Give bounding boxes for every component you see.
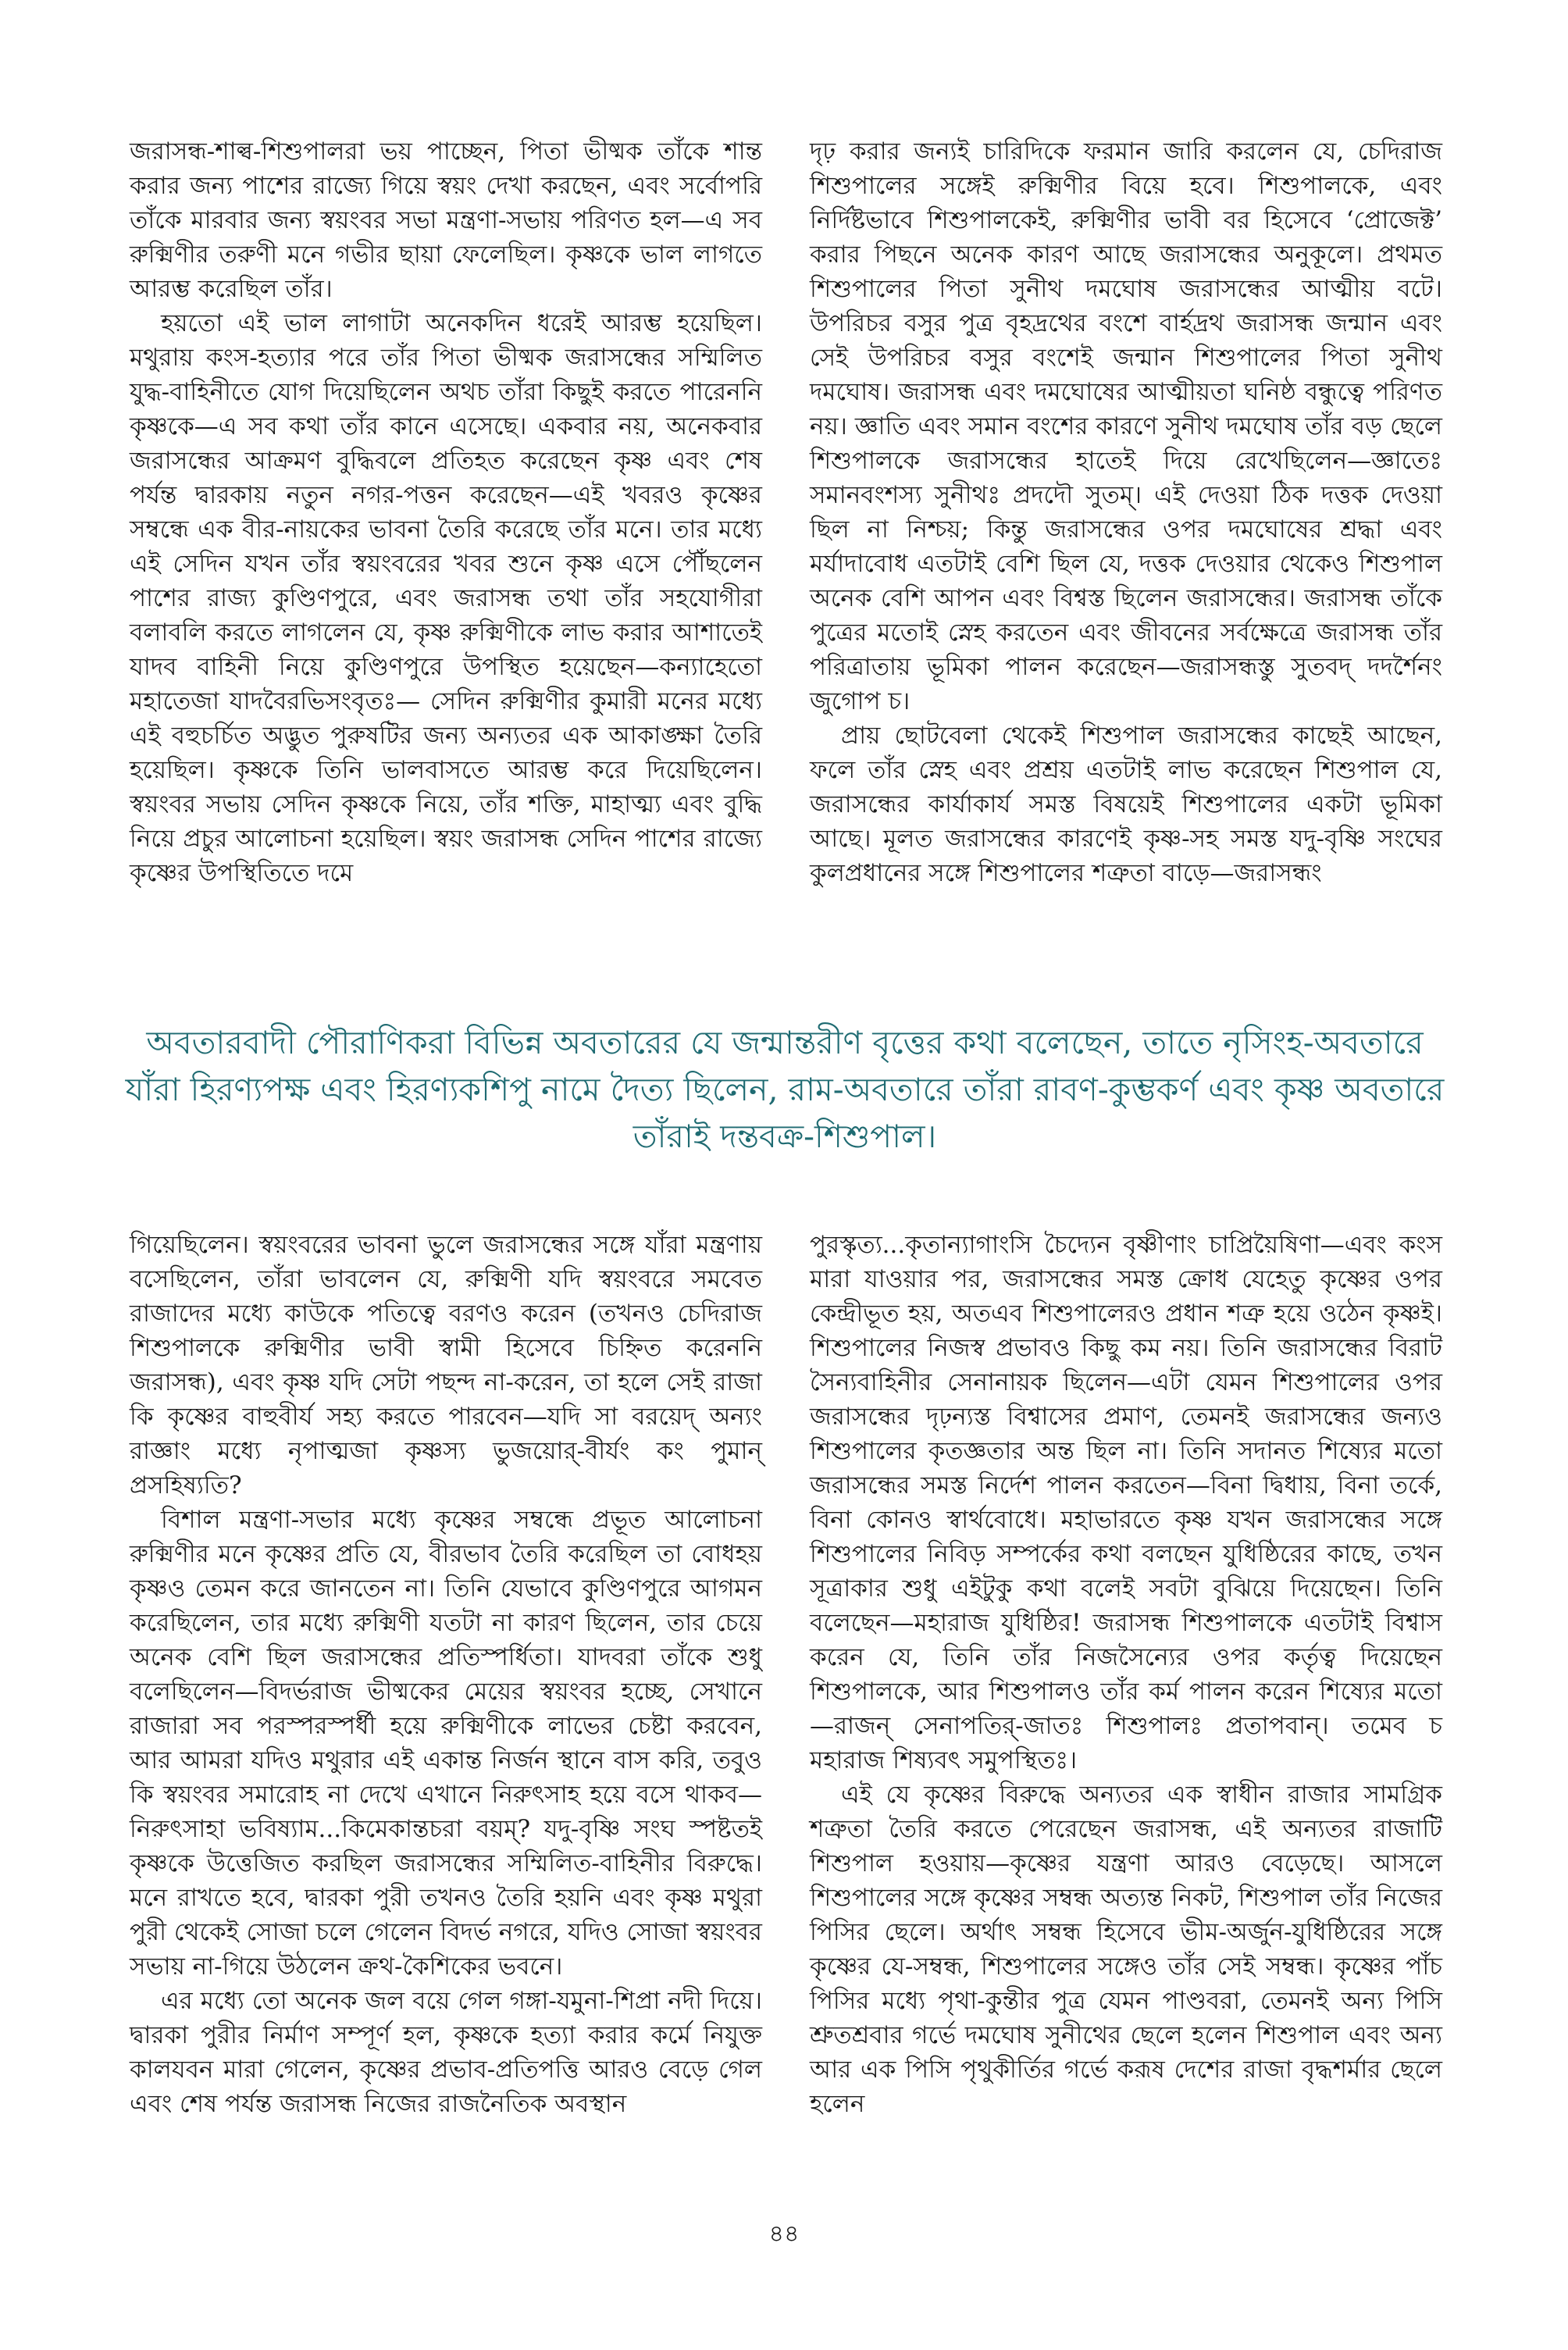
bottom-right-column bbox=[810, 1228, 1442, 2121]
top-right-column bbox=[810, 134, 1442, 890]
paragraph: পুরস্কৃত্য...কৃতান্যাগাংসি চৈদ্যেন বৃষ্ণীণাং চাপ্রিয়ৈষিণা—এবং কংস মারা যাওয়ার পর, জরাসন্ধের সমস্ত ক্রোধ যেহেতু কৃষ্ণের ওপর কেন্দ্রীভূত হয়, অতএব শিশুপালেরও প্রধান শত্রু হয়ে ওঠেন কৃষ্ণই। শিশুপালের নিজস্ব প্রভাবও কিছু কম নয়। তিনি জরাসন্ধের বিরাট সৈন্যবাহিনীর সেনানায়ক ছিলেন—এটা যেমন শিশুপালের ওপর জরাসন্ধের দৃঢ়ন্যস্ত বিশ্বাসের প্রমাণ, তেমনই জরাসন্ধের জন্যও শিশুপালের কৃতজ্ঞতার অন্ত ছিল না। তিনি সদানত শিষ্যের মতো জরাসন্ধের সমস্ত নির্দেশ পালন করতেন—বিনা দ্বিধায়, বিনা তর্কে, বিনা কোনও স্বার্থবোধে। মহাভারতে কৃষ্ণ যখন জরাসন্ধের সঙ্গে শিশুপালের নিবিড় সম্পর্কের কথা বলছেন যুধিষ্ঠিরের কাছে, তখন সূত্রাকার শুধু এইটুকু কথা বলেই সবটা বুঝিয়ে দিয়েছেন। তিনি বলেছেন—মহারাজ যুধিষ্ঠির! জরাসন্ধ শিশুপালকে এতটাই বিশ্বাস করেন যে, তিনি তাঁর নিজসৈন্যের ওপর কর্তৃত্ব দিয়েছেন শিশুপালকে, আর শিশুপালও তাঁর কর্ম পালন করেন শিষ্যের মতো—রাজন্ সেনাপতির্-জাতঃ শিশুপালঃ প্রতাপবান্। তমেব চ মহারাজ শিষ্যবৎ সমুপস্থিতঃ। bbox=[810, 1231, 1442, 1774]
paragraph: এই যে কৃষ্ণের বিরুদ্ধে অন্যতর এক স্বাধীন রাজার সামগ্রিক শত্রুতা তৈরি করতে পেরেছেন জরাসন্ধ, এই অন্যতর রাজাটি শিশুপাল হওয়ায়—কৃষ্ণের যন্ত্রণা আরও বেড়েছে। আসলে শিশুপালের সঙ্গে কৃষ্ণের সম্বন্ধ অত্যন্ত নিকট, শিশুপাল তাঁর নিজের পিসির ছেলে। অর্থাৎ সম্বন্ধ হিসেবে ভীম-অর্জুন-যুধিষ্ঠিরের সঙ্গে কৃষ্ণের যে-সম্বন্ধ, শিশুপালের সঙ্গেও তাঁর সেই সম্বন্ধ। কৃষ্ণের পাঁচ পিসির মধ্যে পৃথা-কুন্তীর পুত্র যেমন পাণ্ডবরা, তেমনই অন্য পিসি শ্রুতশ্রবার গর্ভে দমঘোষ সুনীথের ছেলে হলেন শিশুপাল এবং অন্য আর এক পিসি পৃথুকীর্তির গর্ভে করূষ দেশের রাজা বৃদ্ধশর্মার ছেলে হলেন bbox=[810, 1781, 1442, 2118]
bottom-left-column bbox=[130, 1228, 762, 2121]
paragraph: এর মধ্যে তো অনেক জল বয়ে গেল গঙ্গা-যমুনা-শিপ্রা নদী দিয়ে। দ্বারকা পুরীর নির্মাণ সম্পূর্ণ হল, কৃষ্ণকে হত্যা করার কর্মে নিযুক্ত কালযবন মারা গেলেন, কৃষ্ণের প্রভাব-প্রতিপত্তি আরও বেড়ে গেল এবং শেষ পর্যন্ত জরাসন্ধ নিজের রাজনৈতিক অবস্থান bbox=[130, 1987, 762, 2118]
paragraph: দৃঢ় করার জন্যই চারিদিকে ফরমান জারি করলেন যে, চেদিরাজ শিশুপালের সঙ্গেই রুক্মিণীর বিয়ে হবে। শিশুপালকে, এবং নির্দিষ্টভাবে শিশুপালকেই, রুক্মিণীর ভাবী বর হিসেবে ‘প্রোজেক্ট’ করার পিছনে অনেক কারণ আছে জরাসন্ধের অনুকূলে। প্রথমত শিশুপালের পিতা সুনীথ দমঘোষ জরাসন্ধের আত্মীয় বটে। উপরিচর বসুর পুত্র বৃহদ্রথের বংশে বার্হদ্রথ জরাসন্ধ জন্মান এবং সেই উপরিচর বসুর বংশেই জন্মান শিশুপালের পিতা সুনীথ দমঘোষ। জরাসন্ধ এবং দমঘোষের আত্মীয়তা ঘনিষ্ঠ বন্ধুত্বে পরিণত নয়। জ্ঞাতি এবং সমান বংশের কারণে সুনীথ দমঘোষ তাঁর বড় ছেলে শিশুপালকে জরাসন্ধের হাতেই দিয়ে রেখেছিলেন—জ্ঞাতেঃ সমানবংশস্য সুনীথঃ প্রদদৌ সুতম্। এই দেওয়া ঠিক দত্তক দেওয়া ছিল না নিশ্চয়; কিন্তু জরাসন্ধের ওপর দমঘোষের শ্রদ্ধা এবং মর্যাদাবোধ এতটাই বেশি ছিল যে, দত্তক দেওয়ার থেকেও শিশুপাল অনেক বেশি আপন এবং বিশ্বস্ত ছিলেন জরাসন্ধের। জরাসন্ধ তাঁকে পুত্রের মতোই স্নেহ করতেন এবং জীবনের সর্বক্ষেত্রে জরাসন্ধ তাঁর পরিত্রাতায় ভূমিকা পালন করেছেন—জরাসন্ধস্তু সুতবদ্ দদর্শৈনং জুগোপ চ। bbox=[810, 137, 1442, 715]
page-number: ৪৪ bbox=[768, 2220, 800, 2248]
paragraph: হয়তো এই ভাল লাগাটা অনেকদিন ধরেই আরম্ভ হয়েছিল। মথুরায় কংস-হত্যার পরে তাঁর পিতা ভীষ্মক জরাসন্ধের সম্মিলিত যুদ্ধ-বাহিনীতে যোগ দিয়েছিলেন অথচ তাঁরা কিছুই করতে পারেননি কৃষ্ণকে—এ সব কথা তাঁর কানে এসেছে। একবার নয়, অনেকবার জরাসন্ধের আক্রমণ বুদ্ধিবলে প্রতিহত করেছেন কৃষ্ণ এবং শেষ পর্যন্ত দ্বারকায় নতুন নগর-পত্তন করেছেন—এই খবরও কৃষ্ণের সম্বন্ধে এক বীর-নায়কের ভাবনা তৈরি করেছে তাঁর মনে। তার মধ্যে এই সেদিন যখন তাঁর স্বয়ংবরের খবর শুনে কৃষ্ণ এসে পৌঁছলেন পাশের রাজ্য কুণ্ডিণপুরে, এবং জরাসন্ধ তথা তাঁর সহযোগীরা বলাবলি করতে লাগলেন যে, কৃষ্ণ রুক্মিণীকে লাভ করার আশাতেই যাদব বাহিনী নিয়ে কুণ্ডিণপুরে উপস্থিত হয়েছেন—কন্যাহেতো মহাতেজা যাদবৈরভিসংবৃতঃ— সেদিন রুক্মিণীর কুমারী মনের মধ্যে এই বহুচর্চিত অদ্ভুত পুরুষটির জন্য অন্যতর এক আকাঙ্ক্ষা তৈরি হয়েছিল। কৃষ্ণকে তিনি ভালবাসতে আরম্ভ করে দিয়েছিলেন। স্বয়ংবর সভায় সেদিন কৃষ্ণকে নিয়ে, তাঁর শক্তি, মাহাত্ম্য এবং বুদ্ধি নিয়ে প্রচুর আলোচনা হয়েছিল। স্বয়ং জরাসন্ধ সেদিন পাশের রাজ্যে কৃষ্ণের উপস্থিতিতে দমে bbox=[130, 309, 762, 887]
paragraph: জরাসন্ধ-শাল্ব-শিশুপালরা ভয় পাচ্ছেন, পিতা ভীষ্মক তাঁকে শান্ত করার জন্য পাশের রাজ্যে গিয়ে স্বয়ং দেখা করছেন, এবং সর্বোপরি তাঁকে মারবার জন্য স্বয়ংবর সভা মন্ত্রণা-সভায় পরিণত হল—এ সব রুক্মিণীর তরুণী মনে গভীর ছায়া ফেলেছিল। কৃষ্ণকে ভাল লাগতে আরম্ভ করেছিল তাঁর। bbox=[130, 137, 762, 303]
paragraph: গিয়েছিলেন। স্বয়ংবরের ভাবনা ভুলে জরাসন্ধের সঙ্গে যাঁরা মন্ত্রণায় বসেছিলেন, তাঁরা ভাবলেন যে, রুক্মিণী যদি স্বয়ংবরে সমবেত রাজাদের মধ্যে কাউকে পতিত্বে বরণও করেন (তখনও চেদিরাজ শিশুপালকে রুক্মিণীর ভাবী স্বামী হিসেবে চিহ্নিত করেননি জরাসন্ধ), এবং কৃষ্ণ যদি সেটা পছন্দ না-করেন, তা হলে সেই রাজা কি কৃষ্ণের বাহুবীর্য সহ্য করতে পারবেন—যদি সা বরয়েদ্ অন্যং রাজ্ঞাং মধ্যে নৃপাত্মজা কৃষ্ণস্য ভুজয়োর্-বীর্যং কং পুমান্ প্রসহিষ্যতি? bbox=[130, 1231, 762, 1500]
paragraph: বিশাল মন্ত্রণা-সভার মধ্যে কৃষ্ণের সম্বন্ধে প্রভূত আলোচনা রুক্মিণীর মনে কৃষ্ণের প্রতি যে, বীরভাব তৈরি করেছিল তা বোধহয় কৃষ্ণও তেমন করে জানতেন না। তিনি যেভাবে কুণ্ডিণপুরে আগমন করেছিলেন, তার মধ্যে রুক্মিণী যতটা না কারণ ছিলেন, তার চেয়ে অনেক বেশি ছিল জরাসন্ধের প্রতিস্পর্ধিতা। যাদবরা তাঁকে শুধু বলেছিলেন—বিদর্ভরাজ ভীষ্মকের মেয়ের স্বয়ংবর হচ্ছে, সেখানে রাজারা সব পরস্পরস্পর্ধী হয়ে রুক্মিণীকে লাভের চেষ্টা করবেন, আর আমরা যদিও মথুরার এই একান্ত নির্জন স্থানে বাস করি, তবুও কি স্বয়ংবর সমারোহ না দেখে এখানে নিরুৎসাহ হয়ে বসে থাকব—নিরুৎসাহা ভবিষ্যাম...কিমেকান্তচরা বয়ম্? যদু-বৃষ্ণি সংঘ স্পষ্টতই কৃষ্ণকে উত্তেজিত করছিল জরাসন্ধের সম্মিলিত-বাহিনীর বিরুদ্ধে। মনে রাখতে হবে, দ্বারকা পুরী তখনও তৈরি হয়নি এবং কৃষ্ণ মথুরা পুরী থেকেই সোজা চলে গেলেন বিদর্ভ নগরে, যদিও সোজা স্বয়ংবর সভায় না-গিয়ে উঠলেন ক্রথ-কৈশিকের ভবনে। bbox=[130, 1506, 762, 1981]
paragraph: প্রায় ছোটবেলা থেকেই শিশুপাল জরাসন্ধের কাছেই আছেন, ফলে তাঁর স্নেহ এবং প্রশ্রয় এতটাই লাভ করেছেন শিশুপাল যে, জরাসন্ধের কার্যাকার্য সমস্ত বিষয়েই শিশুপালের একটা ভূমিকা আছে। মূলত জরাসন্ধের কারণেই কৃষ্ণ-সহ সমস্ত যদু-বৃষ্ণি সংঘের কুলপ্রধানের সঙ্গে শিশুপালের শত্রুতা বাড়ে—জরাসন্ধং bbox=[810, 722, 1442, 887]
top-left-column bbox=[130, 134, 762, 890]
pull-quote: অবতারবাদী পৌরাণিকরা বিভিন্ন অবতারের যে জন্মান্তরীণ বৃত্তের কথা বলেছেন, তাতে নৃসিংহ-অবতারে যাঁরা হিরণ্যপক্ষ এবং হিরণ্যকশিপু নামে দৈত্য ছিলেন, রাম-অবতারে তাঁরা রাবণ-কুম্ভকর্ণ এবং কৃষ্ণ অবতারে তাঁরাই দন্তবক্র-শিশুপাল। bbox=[125, 1024, 1445, 1155]
